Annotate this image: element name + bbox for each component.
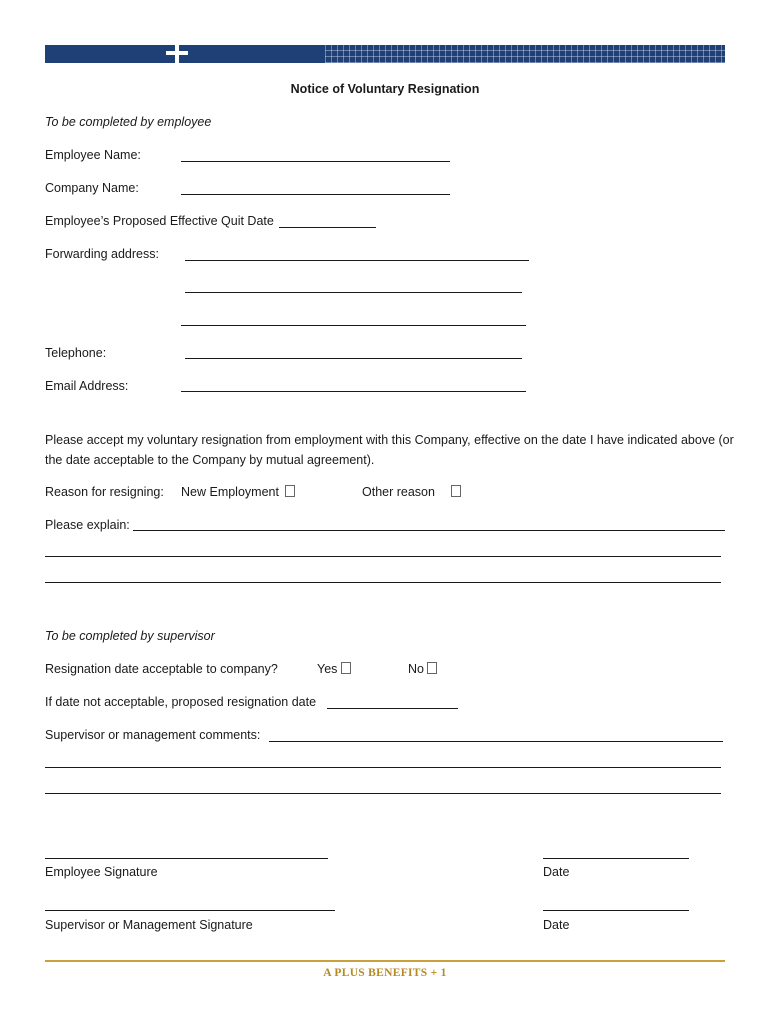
no-checkbox[interactable]: [427, 662, 437, 674]
telephone-field[interactable]: [185, 358, 522, 359]
telephone-label: Telephone:: [45, 346, 107, 360]
quit-date-field[interactable]: [279, 227, 376, 228]
proposed-date-field[interactable]: [327, 708, 458, 709]
supervisor-signature-line[interactable]: [45, 910, 335, 911]
reason-label: Reason for resigning:: [45, 485, 164, 499]
email-label: Email Address:: [45, 379, 129, 393]
resignation-statement: Please accept my voluntary resignation from employment with this Company, effective on the date I have indicated above (or the date acceptable to the Company by mutual agreement).: [45, 433, 734, 467]
comments-line-1[interactable]: [269, 741, 723, 742]
employee-signature-line[interactable]: [45, 858, 328, 859]
yes-checkbox[interactable]: [341, 662, 351, 674]
forwarding-address-label: Forwarding address:: [45, 247, 159, 261]
company-name-label: Company Name:: [45, 181, 139, 195]
employee-signature-label: Employee Signature: [45, 865, 158, 879]
quit-date-label: Employee’s Proposed Effective Quit Date: [45, 214, 274, 228]
supervisor-section-heading: To be completed by supervisor: [45, 629, 215, 643]
reason-other[interactable]: [362, 485, 461, 499]
explain-line-3[interactable]: [45, 582, 721, 583]
explain-line-2[interactable]: [45, 556, 721, 557]
no-label: No: [408, 662, 424, 676]
explain-label: Please explain:: [45, 518, 130, 532]
new-employment-label: New Employment: [181, 485, 279, 499]
header-pattern: [325, 45, 725, 63]
employee-section-heading: To be completed by employee: [45, 115, 212, 129]
supervisor-date-line[interactable]: [543, 910, 689, 911]
forwarding-address-line-2[interactable]: [185, 292, 522, 293]
employee-date-label: Date: [543, 865, 570, 879]
supervisor-signature-label: Supervisor or Management Signature: [45, 918, 253, 932]
email-field[interactable]: [181, 391, 526, 392]
acceptable-label: Resignation date acceptable to company?: [45, 662, 278, 676]
page-title: Notice of Voluntary Resignation: [290, 82, 480, 96]
comments-line-3[interactable]: [45, 793, 721, 794]
explain-line-1[interactable]: [133, 530, 725, 531]
supervisor-date-label: Date: [543, 918, 570, 932]
header-banner: [45, 45, 725, 63]
company-name-field[interactable]: [181, 194, 450, 195]
employee-name-field[interactable]: [181, 161, 450, 162]
new-employment-checkbox[interactable]: [285, 485, 295, 497]
footer-rule: [45, 960, 725, 962]
other-reason-label: Other reason: [362, 485, 435, 499]
comments-label: Supervisor or management comments:: [45, 728, 261, 742]
plus-logo-icon: [166, 40, 188, 66]
proposed-date-label: If date not acceptable, proposed resignation date: [45, 695, 317, 709]
comments-line-2[interactable]: [45, 767, 721, 768]
yes-label: Yes: [317, 662, 338, 676]
forwarding-address-line-3[interactable]: [181, 325, 526, 326]
other-reason-checkbox[interactable]: [451, 485, 461, 497]
employee-name-label: Employee Name:: [45, 148, 141, 162]
acceptable-no[interactable]: [408, 662, 437, 676]
footer-text: A PLUS BENEFITS + 1: [323, 967, 447, 979]
acceptable-yes[interactable]: [317, 662, 351, 676]
reason-new-employment[interactable]: [181, 485, 295, 499]
forwarding-address-line-1[interactable]: [185, 260, 529, 261]
employee-date-line[interactable]: [543, 858, 689, 859]
